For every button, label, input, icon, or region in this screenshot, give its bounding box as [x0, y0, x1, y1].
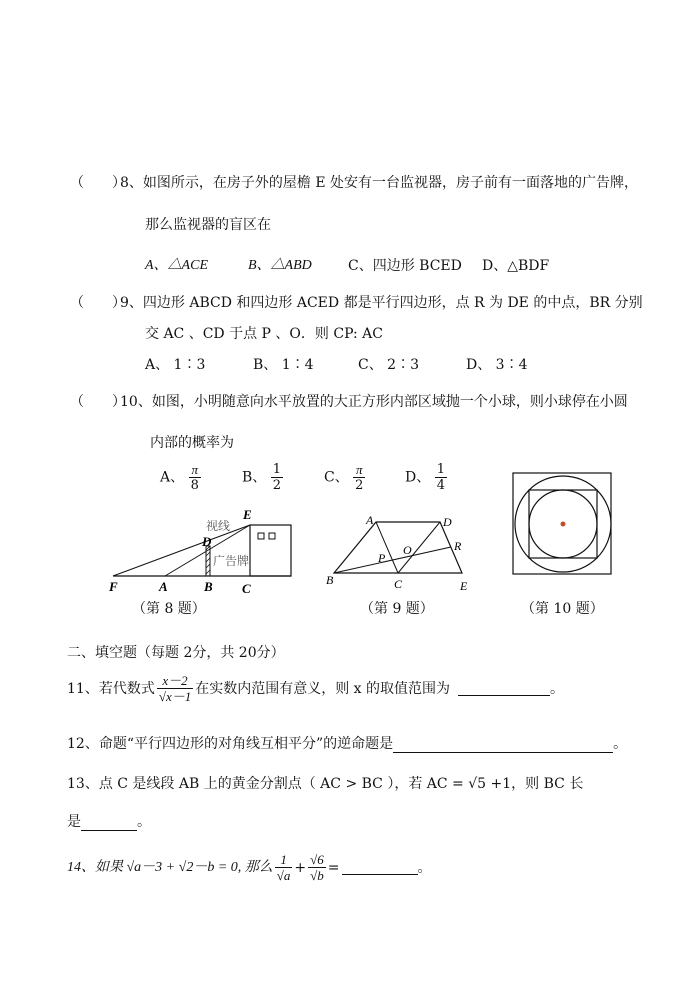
fig8-label-d: D	[202, 534, 212, 549]
fig8-label-a: A	[159, 579, 168, 594]
figure-9	[322, 510, 480, 595]
q11	[67, 673, 564, 704]
q13-line2	[67, 813, 151, 831]
q11-mid: 在实数内范围有意义，则 x 的取值范围为	[195, 680, 451, 697]
q14	[67, 852, 432, 883]
q8-stem-line2: 那么监视器的盲区在	[145, 217, 271, 233]
fig9-label-r: R	[454, 539, 462, 553]
q8-option-d: D、△BDF	[482, 258, 550, 274]
fig9-label-d: D	[443, 515, 452, 529]
q9-option-b: B、 1∶4	[253, 357, 314, 373]
fig9-label-b: B	[326, 573, 334, 587]
q11-answer-blank[interactable]	[458, 681, 550, 696]
q14-f2-den: √b	[310, 868, 324, 883]
q10-option-b-den: 2	[272, 478, 282, 493]
section-2-heading: 二、填空题（每题 2分，共 20分）	[67, 645, 285, 661]
q10-option-d-num: 1	[436, 462, 445, 477]
q9-stem-line2: 交 AC 、CD 于点 P 、O．则 CP: AC	[145, 326, 383, 342]
q11-den: √x－1	[158, 689, 192, 704]
fig8-label-e: E	[243, 507, 252, 522]
q14-f1-den: √a	[276, 868, 291, 883]
q8-option-c: C、四边形 BCED	[348, 258, 462, 274]
q13-line2-end: 。	[137, 814, 151, 830]
q11-num: x－2	[157, 673, 193, 689]
q10-option-c-den: 2	[355, 478, 364, 493]
q12-text: 12、命题“平行四边形的对角线互相平分”的逆命题是	[67, 736, 394, 752]
q9-stem-line1: 9、四边形 ABCD 和四边形 ACED 都是平行四边形，点 R 为 DE 的中点，BR 分别	[120, 295, 643, 311]
fig8-label-b: B	[204, 579, 213, 594]
q10-option-b-num: 1	[272, 462, 282, 477]
q11-pre: 11、若代数式	[67, 680, 155, 697]
fig8-label-c: C	[242, 581, 251, 596]
q14-f1-num: 1	[275, 852, 293, 868]
q9-paren: （ ）	[70, 295, 126, 311]
q8-option-a: A、△ACE	[145, 258, 208, 273]
q10-option-c-label: C、	[324, 469, 349, 486]
q13-line1: 13、点 C 是线段 AB 上的黄金分割点（ AC > BC ），若 AC = √5 +1，则 BC 长	[67, 776, 584, 792]
q10-option-a-den: 8	[190, 478, 199, 493]
fig9-label-p: P	[378, 551, 386, 565]
figure-10	[510, 470, 616, 580]
q14-pre: 14、如果 √a－3 + √2－b = 0, 那么	[67, 859, 273, 875]
fig8-label-f: F	[109, 579, 118, 594]
q10-option-c-num: π	[353, 462, 365, 478]
fig9-label-o: O	[403, 543, 412, 557]
q9-option-a: A、 1∶3	[145, 357, 206, 373]
q13-line2-pre: 是	[67, 814, 81, 830]
q8-paren: （ ）	[70, 175, 126, 191]
fig8-label-sight: 视线	[206, 519, 231, 533]
fig8-label-billboard: 广告牌	[213, 554, 250, 568]
q12-answer-blank[interactable]	[393, 738, 613, 753]
q10-option-d-den: 4	[436, 478, 445, 493]
q10-stem-line1: 10、如图，小明随意向水平放置的大正方形内部区域抛一个小球，则小球停在小圆	[120, 394, 628, 410]
fig9-label-a: A	[366, 513, 374, 527]
q10-option-a-num: π	[189, 462, 201, 478]
q14-plus: +	[294, 859, 307, 876]
q9-option-c: C、 2∶3	[358, 357, 419, 373]
fig9-label-c: C	[394, 577, 403, 591]
q8-stem-line1: 8、如图所示，在房子外的屋檐 E 处安有一台监视器，房子前有一面落地的广告牌，	[120, 175, 639, 191]
q14-end: 。	[417, 859, 432, 876]
q10-option-a-label: A、	[160, 469, 185, 486]
q11-end: 。	[550, 680, 565, 697]
q10-option-a	[160, 462, 201, 493]
q10-option-c	[324, 462, 365, 493]
q12-end: 。	[613, 736, 628, 752]
q8-option-b: B、△ABD	[248, 258, 312, 273]
q10-option-b	[242, 462, 283, 493]
fig9-caption: （第 9 题）	[360, 601, 434, 617]
q10-paren: （ ）	[70, 394, 126, 410]
q12	[67, 735, 627, 753]
q10-option-b-label: B、	[242, 469, 267, 486]
q10-option-d-label: D、	[405, 469, 431, 486]
fig8-caption: （第 8 题）	[132, 601, 206, 617]
q14-eq: =	[327, 859, 340, 876]
q13-answer-blank[interactable]	[81, 816, 137, 831]
q10-option-d	[405, 462, 447, 493]
q14-f2-num: √6	[310, 852, 324, 867]
fig10-caption: （第 10 题）	[521, 601, 604, 617]
figure-8	[105, 505, 305, 597]
q14-answer-blank[interactable]	[342, 860, 418, 875]
q10-stem-line2: 内部的概率为	[150, 435, 234, 451]
q9-option-d: D、 3∶4	[466, 357, 528, 373]
fig9-label-e: E	[460, 579, 468, 593]
